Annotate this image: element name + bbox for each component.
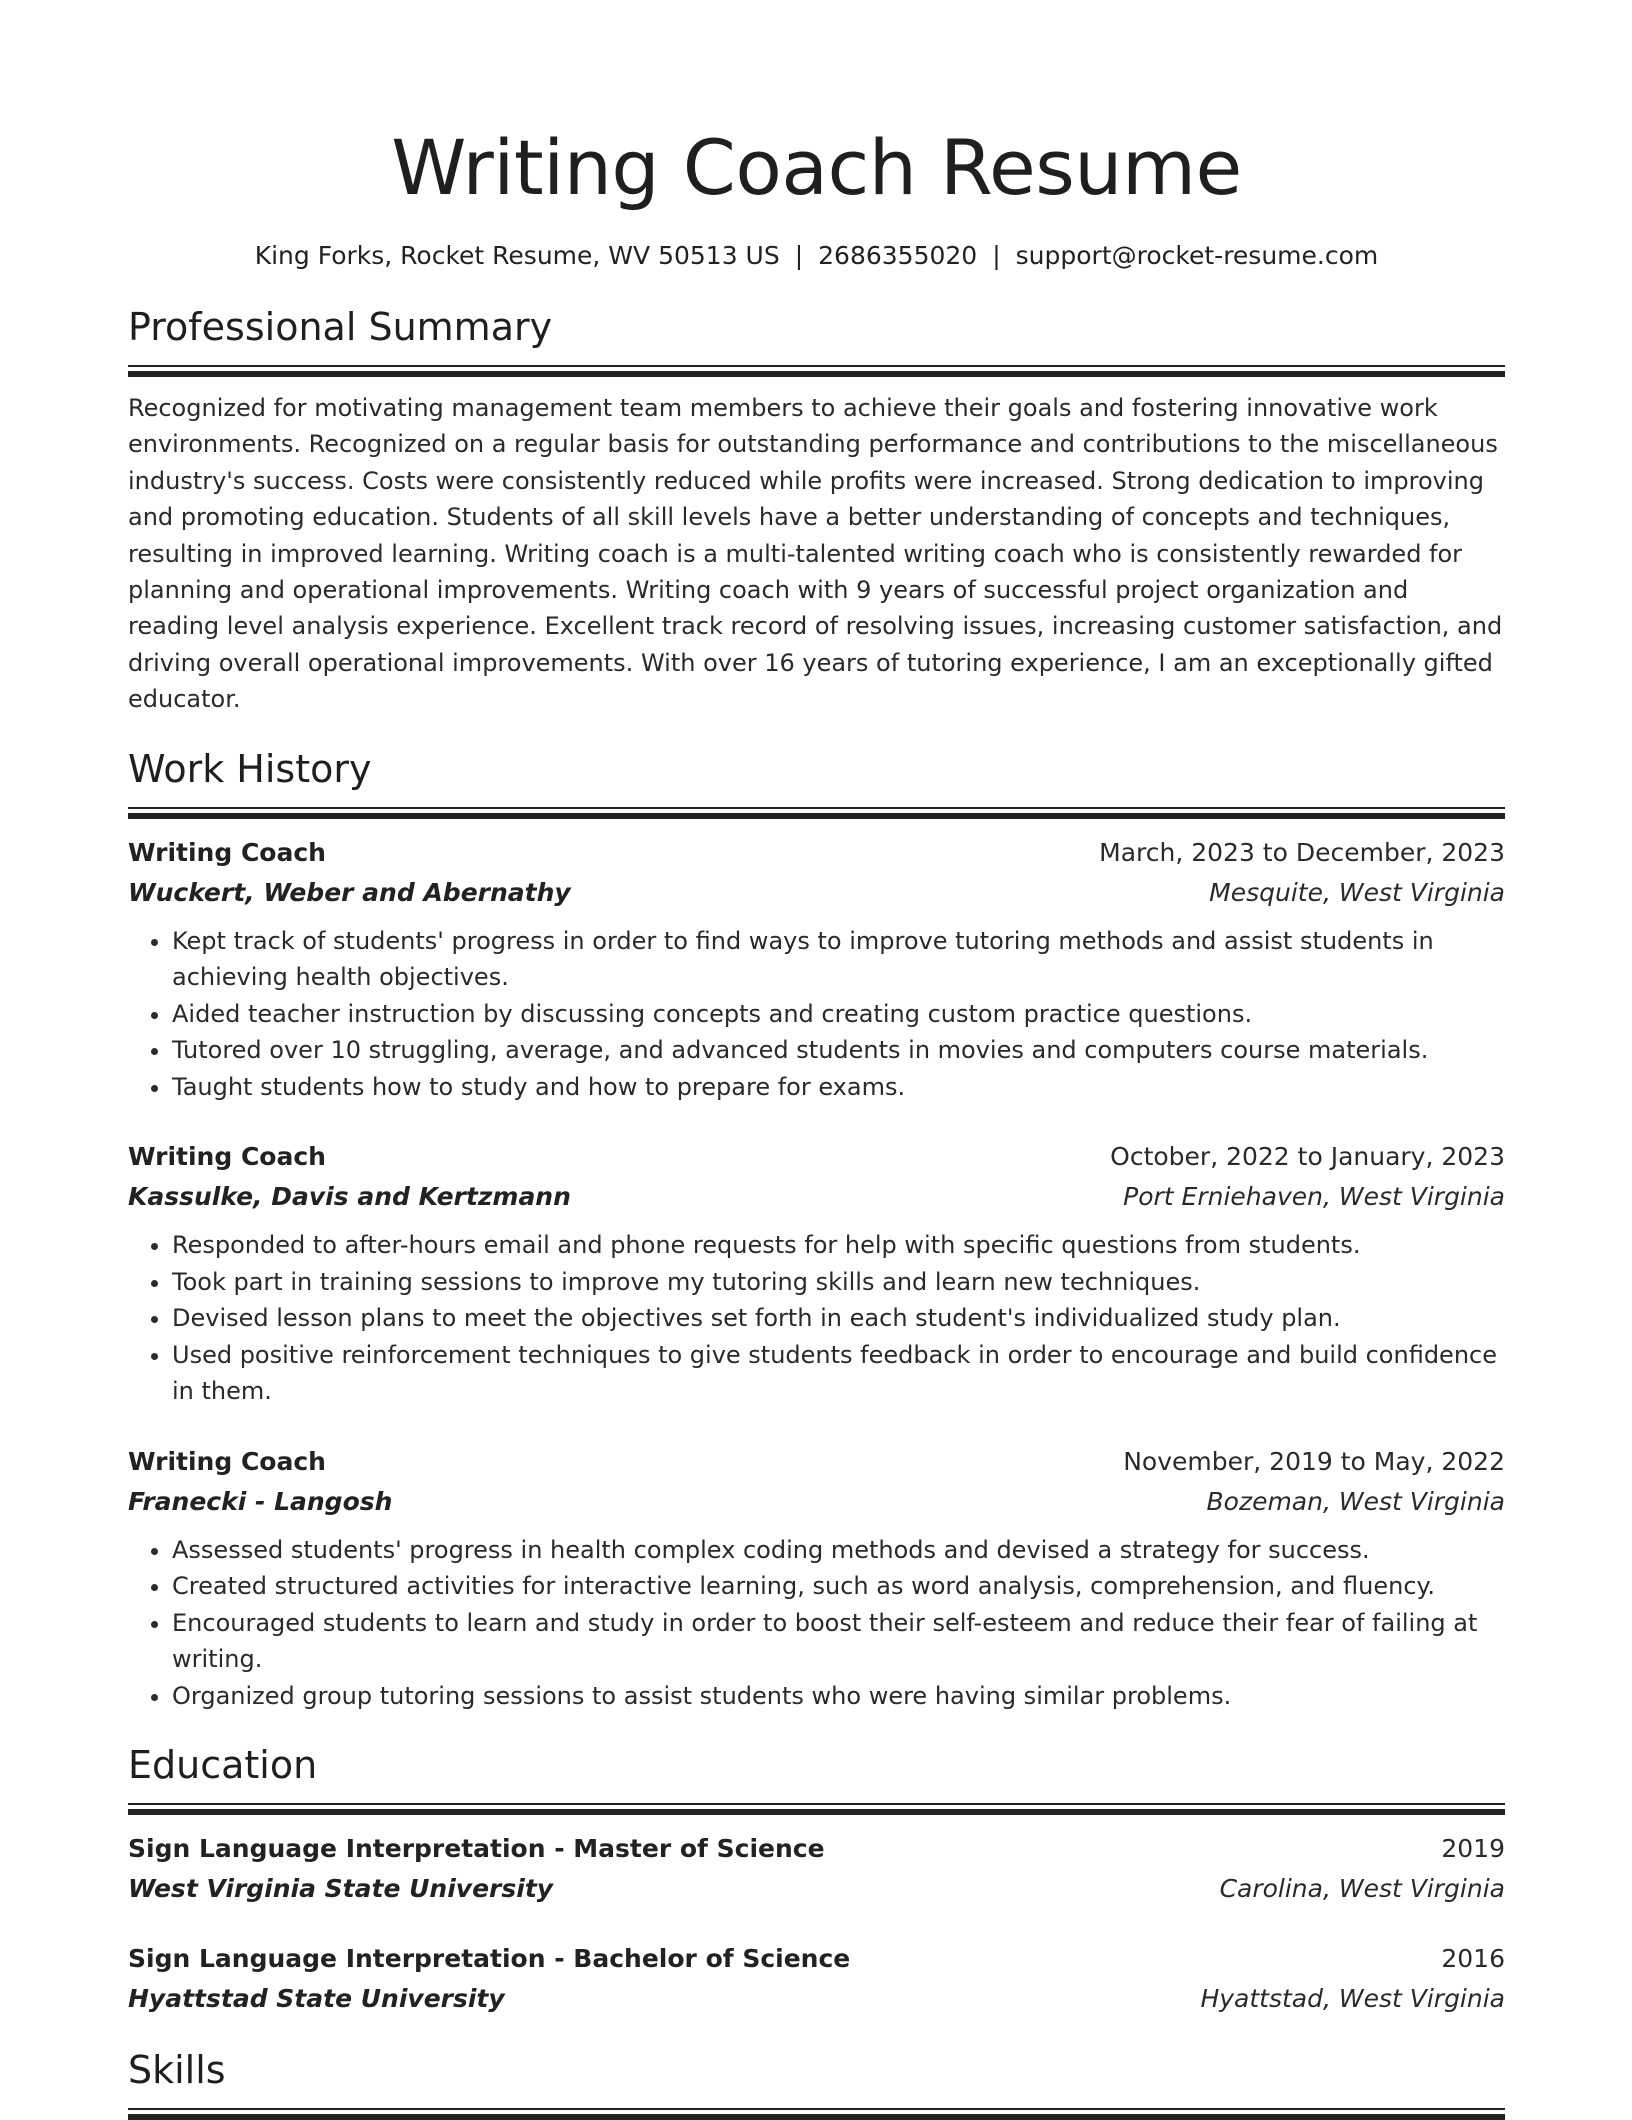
job-bullet: • Aided teacher instruction by discussing concepts and creating custom practice questions. — [172, 996, 1505, 1033]
job-title: Writing Coach — [128, 1446, 326, 1476]
job-location: Bozeman, West Virginia — [1206, 1486, 1505, 1516]
job-bullet: • Taught students how to study and how to prepare for exams. — [172, 1069, 1505, 1106]
education-location: Carolina, West Virginia — [1219, 1874, 1505, 1904]
job-title: Writing Coach — [128, 837, 326, 867]
contact-separator: | — [794, 241, 804, 270]
job-bullet: • Created structured activities for interactive learning, such as word analysis, comprehension, and fluency. — [172, 1568, 1505, 1605]
job-entry — [128, 833, 1505, 1106]
job-bullet: • Took part in training sessions to improve my tutoring skills and learn new techniques. — [172, 1264, 1505, 1301]
job-bullet: • Devised lesson plans to meet the objectives set forth in each student's individualized study plan. — [172, 1300, 1505, 1337]
education-entry — [128, 1939, 1505, 2019]
section-title-summary: Professional Summary — [128, 305, 553, 349]
job-entry — [128, 1442, 1505, 1715]
job-location: Port Erniehaven, West Virginia — [1123, 1182, 1505, 1212]
contact-separator: | — [992, 241, 1001, 270]
section-divider — [128, 807, 1505, 819]
section-title-work-history: Work History — [128, 746, 372, 791]
job-company: Wuckert, Weber and Abernathy — [128, 877, 571, 907]
job-bullet: • Assessed students' progress in health complex coding methods and devised a strategy for success. — [172, 1532, 1505, 1569]
education-school: Hyattstad State University — [128, 1984, 505, 2014]
job-bullet: • Tutored over 10 struggling, average, and advanced students in movies and computers course materials. — [172, 1032, 1505, 1069]
job-company: Kassulke, Davis and Kertzmann — [128, 1182, 571, 1212]
job-dates: November, 2019 to May, 2022 — [1123, 1446, 1505, 1476]
education-degree: Sign Language Interpretation - Master of Science — [128, 1834, 825, 1864]
job-bullet: • Organized group tutoring sessions to assist students who were having similar problems. — [172, 1678, 1505, 1715]
job-bullet: • Encouraged students to learn and study in order to boost their self-esteem and reduce their fear of failing at writing. — [172, 1605, 1505, 1678]
job-dates: October, 2022 to January, 2023 — [1110, 1142, 1505, 1172]
section-title-skills: Skills — [128, 2048, 226, 2093]
skills-section — [128, 2045, 1505, 2120]
job-title: Writing Coach — [128, 1142, 326, 1172]
summary-text: Recognized for motivating management team members to achieve their goals and fostering innovative work environments. Recognized on a regular basis for outstanding performance and contributions to the miscellaneous industry's success. Costs were consistently reduced while profits were increased. Strong dedication to improving and promoting education. Students of all skill levels have a better understanding of concepts and techniques, resulting in improved learning. Writing coach is a multi-talented writing coach who is consistently rewarded for planning and operational improvements. Writing coach with 9 years of successful project organization and reading level analysis experience. Excellent track record of resolving issues, increasing customer satisfaction, and driving overall operational improvements. With over 16 years of tutoring experience, I am an exceptionally gifted educator. — [128, 394, 1503, 714]
education-subheader — [128, 1979, 1505, 2019]
job-subheader — [128, 1482, 1505, 1522]
job-bullet: • Kept track of students' progress in order to find ways to improve tutoring methods and assist students in achieving health objectives. — [172, 923, 1505, 996]
education-school: West Virginia State University — [128, 1874, 554, 1904]
education-degree: Sign Language Interpretation - Bachelor of Science — [128, 1944, 851, 1974]
section-divider — [128, 2108, 1505, 2120]
job-company: Franecki - Langosh — [128, 1486, 393, 1516]
contact-line — [128, 240, 1505, 272]
job-bullet: • Responded to after-hours email and phone requests for help with specific questions from students. — [172, 1227, 1505, 1264]
education-year: 2016 — [1441, 1944, 1505, 1974]
education-entry — [128, 1829, 1505, 1909]
job-header — [128, 1137, 1505, 1177]
education-year: 2019 — [1441, 1834, 1505, 1864]
education-location: Hyattstad, West Virginia — [1200, 1984, 1505, 2014]
section-title-education: Education — [128, 1743, 318, 1788]
job-bullets — [128, 1227, 1505, 1410]
education-header — [128, 1829, 1505, 1869]
job-subheader — [128, 1177, 1505, 1217]
job-dates: March, 2023 to December, 2023 — [1099, 837, 1505, 867]
job-location: Mesquite, West Virginia — [1209, 877, 1505, 907]
job-subheader — [128, 873, 1505, 913]
section-divider — [128, 1803, 1505, 1815]
job-header — [128, 833, 1505, 873]
job-bullets — [128, 1532, 1505, 1715]
education-subheader — [128, 1869, 1505, 1909]
education-section — [128, 1740, 1505, 2019]
contact-address: King Forks, Rocket Resume, WV 50513 US — [254, 241, 780, 270]
work-history-section — [128, 744, 1505, 1715]
job-bullets — [128, 923, 1505, 1106]
section-divider — [128, 365, 1505, 377]
education-header — [128, 1939, 1505, 1979]
contact-phone: 2686355020 — [818, 241, 978, 270]
job-header — [128, 1442, 1505, 1482]
resume-title: Writing Coach Resume — [391, 123, 1242, 212]
job-bullet: • Used positive reinforcement techniques to give students feedback in order to encourage and build confidence in them. — [172, 1337, 1505, 1410]
job-entry — [128, 1137, 1505, 1410]
contact-email[interactable]: support@rocket-resume.com — [1015, 241, 1379, 270]
summary-section — [128, 302, 1505, 718]
